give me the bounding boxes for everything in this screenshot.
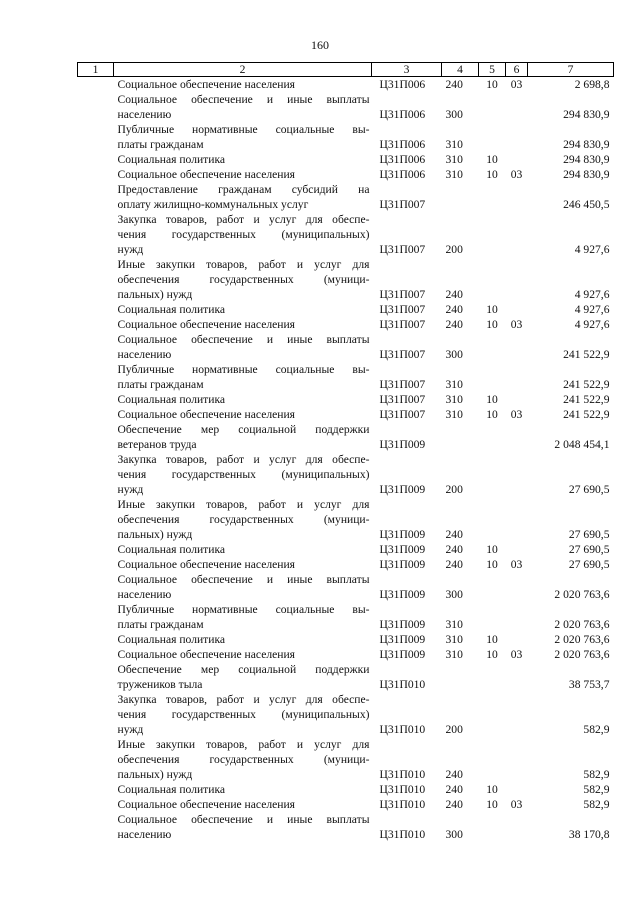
row-amount-cell: 2 020 763,6 (554, 633, 610, 646)
row-number-cell (78, 362, 114, 392)
row-name-cell (114, 392, 372, 407)
row-name-line: платы гражданам (117, 378, 204, 391)
row-code-cell: Ц31П007 (379, 243, 426, 256)
row-subsection-cell (506, 692, 528, 737)
row-name-line: Иные закупки товаров, работ и услуг для (117, 738, 370, 751)
row-section-cell (479, 422, 506, 452)
row-code-cell: Ц31П007 (379, 288, 426, 301)
row-amount-cell: 4 927,6 (574, 288, 610, 301)
table-row (78, 77, 614, 93)
row-section-cell: 10 (486, 798, 498, 811)
row-number-cell (78, 257, 114, 302)
row-amount-cell: 241 522,9 (563, 348, 610, 361)
row-subsection-cell: 03 (510, 798, 523, 811)
row-amount-cell: 2 020 763,6 (554, 618, 610, 631)
row-subsection-cell (506, 152, 528, 167)
row-amount-cell: 241 522,9 (563, 408, 610, 421)
table-row (78, 167, 614, 182)
row-expense-type-cell: 310 (445, 153, 463, 166)
row-name-line: населению (117, 348, 172, 361)
row-code-cell: Ц31П010 (379, 798, 426, 811)
row-amount-cell: 582,9 (583, 723, 610, 736)
row-code-cell: Ц31П010 (379, 678, 426, 691)
header-col-4: 4 (442, 63, 479, 77)
row-name-line: пальных) нужд (117, 768, 193, 781)
row-amount-cell: 241 522,9 (563, 393, 610, 406)
row-code-cell: Ц31П006 (379, 138, 426, 151)
table-row (78, 452, 614, 497)
header-row (78, 63, 614, 77)
row-code-cell: Ц31П006 (379, 168, 426, 181)
row-number-cell (78, 212, 114, 257)
table-row (78, 632, 614, 647)
row-code-cell: Ц31П007 (379, 408, 426, 421)
row-name-line: платы гражданам (117, 138, 204, 151)
row-section-cell (479, 212, 506, 257)
row-number-cell (78, 812, 114, 842)
row-name-line: пальных) нужд (117, 288, 193, 301)
row-subsection-cell (506, 812, 528, 842)
table-row (78, 662, 614, 692)
header-col-7: 7 (528, 63, 614, 77)
row-section-cell (479, 662, 506, 692)
row-subsection-cell (506, 362, 528, 392)
row-number-cell (78, 182, 114, 212)
row-amount-cell: 294 830,9 (563, 108, 610, 121)
row-name-cell (114, 632, 372, 647)
row-code-cell: Ц31П009 (379, 588, 426, 601)
row-code-cell: Ц31П006 (379, 153, 426, 166)
row-subsection-cell (506, 542, 528, 557)
row-name-line: населению (117, 588, 172, 601)
table-row (78, 797, 614, 812)
row-name-line: Закупка товаров, работ и услуг для обеспе- (117, 693, 370, 706)
row-number-cell (78, 122, 114, 152)
row-expense-type-cell: 300 (445, 348, 463, 361)
row-expense-type-cell: 200 (445, 483, 463, 496)
row-section-cell: 10 (486, 153, 498, 166)
row-section-cell (479, 92, 506, 122)
row-amount-cell: 2 020 763,6 (554, 588, 610, 601)
row-subsection-cell: 03 (510, 648, 523, 661)
row-name-cell (114, 92, 372, 122)
row-section-cell (479, 122, 506, 152)
row-name-line: Публичные нормативные социальные вы- (117, 603, 370, 616)
row-subsection-cell (506, 257, 528, 302)
row-number-cell (78, 392, 114, 407)
row-name-line: чения государственных (муниципальных) (117, 708, 370, 721)
row-section-cell (479, 182, 506, 212)
row-name-line: чения государственных (муниципальных) (117, 228, 370, 241)
row-name-line: обеспечения государственных (муници- (117, 753, 370, 766)
row-amount-cell: 4 927,6 (574, 318, 610, 331)
row-name-cell (114, 257, 372, 302)
header-col-1: 1 (78, 63, 114, 77)
row-name-line: Социальная политика (117, 153, 226, 166)
row-name-line: обеспечения государственных (муници- (117, 513, 370, 526)
row-name-line: Социальное обеспечение населения (117, 798, 296, 811)
row-expense-type-cell: 310 (445, 168, 463, 181)
row-amount-cell: 246 450,5 (563, 198, 610, 211)
row-subsection-cell (506, 422, 528, 452)
row-name-line: Обеспечение мер социальной поддержки (117, 423, 370, 436)
row-name-line: Социальное обеспечение и иные выплаты (117, 813, 370, 826)
row-code-cell: Ц31П009 (379, 648, 426, 661)
row-name-cell (114, 317, 372, 332)
row-name-line: Социальное обеспечение населения (117, 168, 296, 181)
row-expense-type-cell: 240 (445, 528, 463, 541)
row-subsection-cell (506, 332, 528, 362)
row-name-line: Закупка товаров, работ и услуг для обеспе- (117, 453, 370, 466)
table-row (78, 392, 614, 407)
row-number-cell (78, 662, 114, 692)
row-name-cell (114, 602, 372, 632)
row-name-cell (114, 497, 372, 542)
table-row (78, 302, 614, 317)
row-name-line: Социальное обеспечение населения (117, 648, 296, 661)
table-row (78, 422, 614, 452)
row-name-cell (114, 152, 372, 167)
row-code-cell: Ц31П010 (379, 723, 426, 736)
row-section-cell: 10 (486, 318, 498, 331)
row-expense-type-cell: 310 (445, 138, 463, 151)
row-amount-cell: 38 753,7 (568, 678, 610, 691)
row-name-line: пальных) нужд (117, 528, 193, 541)
row-section-cell (479, 497, 506, 542)
row-code-cell: Ц31П007 (379, 198, 426, 211)
row-code-cell: Ц31П009 (379, 633, 426, 646)
row-amount-cell: 27 690,5 (568, 483, 610, 496)
row-code-cell: Ц31П007 (379, 318, 426, 331)
row-section-cell: 10 (486, 543, 498, 556)
row-name-line: Публичные нормативные социальные вы- (117, 363, 370, 376)
row-name-line: нужд (117, 723, 144, 736)
row-expense-type-cell: 240 (445, 783, 463, 796)
row-section-cell (479, 812, 506, 842)
row-subsection-cell: 03 (510, 318, 523, 331)
row-expense-type-cell: 310 (445, 378, 463, 391)
row-name-cell (114, 167, 372, 182)
table-row (78, 692, 614, 737)
row-number-cell (78, 692, 114, 737)
row-section-cell: 10 (486, 558, 498, 571)
row-subsection-cell (506, 602, 528, 632)
row-section-cell: 10 (486, 78, 498, 91)
row-code-cell: Ц31П009 (379, 543, 426, 556)
row-name-line: Закупка товаров, работ и услуг для обеспе- (117, 213, 370, 226)
row-section-cell (479, 452, 506, 497)
row-name-cell (114, 797, 372, 812)
table-row (78, 212, 614, 257)
row-name-cell (114, 302, 372, 317)
row-number-cell (78, 152, 114, 167)
table-row (78, 332, 614, 362)
row-subsection-cell (506, 452, 528, 497)
row-amount-cell: 582,9 (583, 768, 610, 781)
row-name-line: нужд (117, 243, 144, 256)
header-col-3: 3 (372, 63, 442, 77)
row-name-cell (114, 662, 372, 692)
row-code-cell: Ц31П009 (379, 618, 426, 631)
row-amount-cell: 2 020 763,6 (554, 648, 610, 661)
row-subsection-cell (506, 662, 528, 692)
row-expense-type-cell: 310 (445, 648, 463, 661)
row-code-cell: Ц31П010 (379, 768, 426, 781)
row-subsection-cell: 03 (510, 78, 523, 91)
table-body (78, 77, 614, 843)
row-subsection-cell: 03 (510, 558, 523, 571)
row-name-line: тружеников тыла (117, 678, 203, 691)
row-section-cell (479, 602, 506, 632)
row-expense-type-cell: 240 (445, 543, 463, 556)
row-name-line: Социальная политика (117, 393, 226, 406)
row-amount-cell: 38 170,8 (568, 828, 610, 841)
row-name-cell (114, 452, 372, 497)
table-row (78, 122, 614, 152)
row-section-cell (479, 362, 506, 392)
header-col-2: 2 (114, 63, 372, 77)
row-number-cell (78, 797, 114, 812)
row-name-cell (114, 332, 372, 362)
row-name-line: Социальное обеспечение и иные выплаты (117, 573, 370, 586)
table-row (78, 407, 614, 422)
row-section-cell: 10 (486, 168, 498, 181)
row-expense-type-cell: 240 (445, 303, 463, 316)
row-code-cell: Ц31П009 (379, 558, 426, 571)
row-subsection-cell: 03 (510, 408, 523, 421)
row-number-cell (78, 647, 114, 662)
row-number-cell (78, 542, 114, 557)
table-row (78, 812, 614, 842)
row-section-cell (479, 332, 506, 362)
table-row (78, 182, 614, 212)
row-number-cell (78, 302, 114, 317)
row-section-cell: 10 (486, 303, 498, 316)
row-code-cell: Ц31П007 (379, 348, 426, 361)
row-name-cell (114, 812, 372, 842)
row-section-cell: 10 (486, 633, 498, 646)
row-subsection-cell (506, 302, 528, 317)
row-code-cell: Ц31П010 (379, 783, 426, 796)
row-name-line: Социальное обеспечение и иные выплаты (117, 93, 370, 106)
row-number-cell (78, 632, 114, 647)
row-subsection-cell (506, 632, 528, 647)
row-subsection-cell (506, 92, 528, 122)
row-subsection-cell (506, 182, 528, 212)
row-amount-cell: 2 698,8 (574, 78, 610, 91)
row-number-cell (78, 422, 114, 452)
row-section-cell (479, 692, 506, 737)
row-name-cell (114, 692, 372, 737)
row-subsection-cell (506, 572, 528, 602)
row-number-cell (78, 557, 114, 572)
row-amount-cell: 27 690,5 (568, 543, 610, 556)
table-row (78, 542, 614, 557)
row-name-line: Социальное обеспечение населения (117, 78, 296, 91)
table-row (78, 572, 614, 602)
row-name-cell (114, 362, 372, 392)
page-number: 160 (311, 38, 329, 52)
row-name-cell (114, 122, 372, 152)
row-name-cell (114, 182, 372, 212)
row-expense-type-cell: 300 (445, 108, 463, 121)
table-row (78, 92, 614, 122)
row-subsection-cell (506, 737, 528, 782)
row-name-line: Социальное обеспечение населения (117, 408, 296, 421)
row-name-cell (114, 77, 372, 93)
row-section-cell: 10 (486, 648, 498, 661)
row-name-line: Социальное обеспечение населения (117, 558, 296, 571)
row-subsection-cell (506, 497, 528, 542)
row-code-cell: Ц31П009 (379, 483, 426, 496)
row-name-line: Предоставление гражданам субсидий на (117, 183, 370, 196)
row-amount-cell: 582,9 (583, 798, 610, 811)
row-number-cell (78, 602, 114, 632)
table-row (78, 737, 614, 782)
row-amount-cell: 294 830,9 (563, 153, 610, 166)
row-number-cell (78, 77, 114, 93)
row-name-line: населению (117, 828, 172, 841)
row-section-cell (479, 257, 506, 302)
row-name-line: Социальная политика (117, 633, 226, 646)
row-number-cell (78, 497, 114, 542)
row-name-cell (114, 572, 372, 602)
row-amount-cell: 294 830,9 (563, 138, 610, 151)
row-subsection-cell (506, 782, 528, 797)
row-expense-type-cell: 310 (445, 633, 463, 646)
row-code-cell: Ц31П009 (379, 438, 426, 451)
row-name-line: Социальное обеспечение населения (117, 318, 296, 331)
row-name-line: Публичные нормативные социальные вы- (117, 123, 370, 136)
row-amount-cell: 582,9 (583, 783, 610, 796)
row-expense-type-cell: 240 (445, 798, 463, 811)
row-name-line: Иные закупки товаров, работ и услуг для (117, 258, 370, 271)
row-number-cell (78, 782, 114, 797)
row-number-cell (78, 737, 114, 782)
row-name-line: Обеспечение мер социальной поддержки (117, 663, 370, 676)
row-section-cell: 10 (486, 783, 498, 796)
row-name-line: чения государственных (муниципальных) (117, 468, 370, 481)
row-expense-type-cell (442, 422, 479, 452)
row-expense-type-cell: 310 (445, 618, 463, 631)
row-name-line: населению (117, 108, 172, 121)
table-row (78, 602, 614, 632)
row-amount-cell: 294 830,9 (563, 168, 610, 181)
row-expense-type-cell: 240 (445, 558, 463, 571)
row-code-cell: Ц31П007 (379, 393, 426, 406)
row-expense-type-cell: 200 (445, 243, 463, 256)
budget-table (77, 62, 614, 842)
row-code-cell: Ц31П007 (379, 378, 426, 391)
row-number-cell (78, 452, 114, 497)
row-name-line: ветеранов труда (117, 438, 197, 451)
table-row (78, 257, 614, 302)
row-expense-type-cell (442, 662, 479, 692)
row-amount-cell: 2 048 454,1 (554, 438, 610, 451)
row-section-cell: 10 (486, 393, 498, 406)
row-expense-type-cell: 200 (445, 723, 463, 736)
row-name-line: обеспечения государственных (муници- (117, 273, 370, 286)
row-name-cell (114, 557, 372, 572)
row-amount-cell: 27 690,5 (568, 528, 610, 541)
row-number-cell (78, 407, 114, 422)
row-expense-type-cell: 310 (445, 393, 463, 406)
header-col-6: 6 (506, 63, 528, 77)
row-expense-type-cell: 300 (445, 588, 463, 601)
row-name-cell (114, 737, 372, 782)
row-subsection-cell: 03 (510, 168, 523, 181)
row-name-line: Социальная политика (117, 783, 226, 796)
row-expense-type-cell: 240 (445, 318, 463, 331)
table-row (78, 557, 614, 572)
row-name-line: Социальная политика (117, 543, 226, 556)
row-subsection-cell (506, 122, 528, 152)
row-name-cell (114, 542, 372, 557)
row-expense-type-cell: 240 (445, 78, 463, 91)
row-subsection-cell (506, 392, 528, 407)
row-code-cell: Ц31П007 (379, 303, 426, 316)
row-number-cell (78, 317, 114, 332)
row-name-cell (114, 407, 372, 422)
row-subsection-cell (506, 212, 528, 257)
row-expense-type-cell: 240 (445, 768, 463, 781)
row-name-line: оплату жилищно-коммунальных услуг (117, 198, 309, 211)
row-name-line: нужд (117, 483, 144, 496)
row-name-line: Иные закупки товаров, работ и услуг для (117, 498, 370, 511)
row-name-line: Социальная политика (117, 303, 226, 316)
table-row (78, 497, 614, 542)
table-row (78, 152, 614, 167)
row-code-cell: Ц31П006 (379, 78, 426, 91)
row-name-cell (114, 212, 372, 257)
table-row (78, 647, 614, 662)
row-name-line: платы гражданам (117, 618, 204, 631)
row-code-cell: Ц31П009 (379, 528, 426, 541)
row-name-cell (114, 422, 372, 452)
table-row (78, 782, 614, 797)
row-number-cell (78, 572, 114, 602)
row-section-cell: 10 (486, 408, 498, 421)
row-amount-cell: 4 927,6 (574, 303, 610, 316)
row-name-cell (114, 782, 372, 797)
row-section-cell (479, 737, 506, 782)
row-name-cell (114, 647, 372, 662)
row-code-cell: Ц31П010 (379, 828, 426, 841)
row-number-cell (78, 92, 114, 122)
row-expense-type-cell: 240 (445, 288, 463, 301)
row-number-cell (78, 167, 114, 182)
row-expense-type-cell: 300 (445, 828, 463, 841)
table-row (78, 317, 614, 332)
row-amount-cell: 27 690,5 (568, 558, 610, 571)
header-col-5: 5 (479, 63, 506, 77)
row-expense-type-cell: 310 (445, 408, 463, 421)
row-name-line: Социальное обеспечение и иные выплаты (117, 333, 370, 346)
row-amount-cell: 4 927,6 (574, 243, 610, 256)
row-number-cell (78, 332, 114, 362)
table-row (78, 362, 614, 392)
row-code-cell: Ц31П006 (379, 108, 426, 121)
row-expense-type-cell (442, 182, 479, 212)
row-amount-cell: 241 522,9 (563, 378, 610, 391)
row-section-cell (479, 572, 506, 602)
